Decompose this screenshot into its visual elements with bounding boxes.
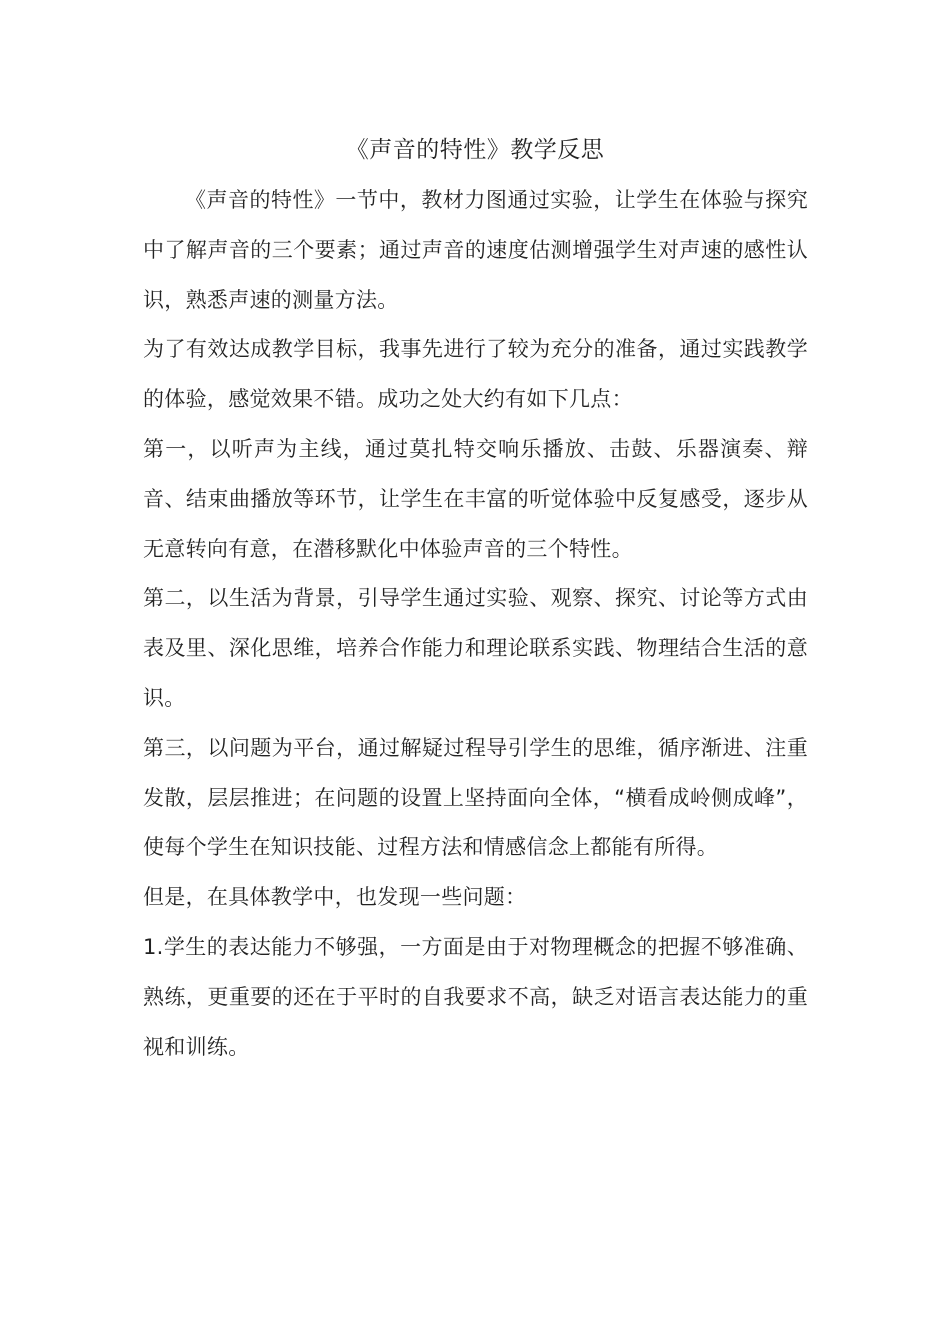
paragraph-problems-intro: 但是，在具体教学中，也发现一些问题： <box>143 885 527 910</box>
paragraph-problem-one: 1.学生的表达能力不够强，一方面是由于对物理概念的把握不够准确、熟练，更重要的还在于平时的自我要求不高，缺乏对语言表达能力的重视和训练。 <box>143 934 808 1059</box>
paragraph-point-one: 第一，以听声为主线，通过莫扎特交响乐播放、击鼓、乐器演奏、辩音、结束曲播放等环节，让学生在丰富的听觉体验中反复感受，逐步从无意转向有意，在潜移默化中体验声音的三个特性。 <box>143 436 808 561</box>
paragraph-preparation: 为了有效达成教学目标，我事先进行了较为充分的准备，通过实践教学的体验，感觉效果不错。成功之处大约有如下几点： <box>143 337 808 412</box>
document-title: 《声音的特性》教学反思 <box>345 137 605 163</box>
document-body <box>143 176 808 1072</box>
paragraph-point-two: 第二，以生活为背景，引导学生通过实验、观察、探究、讨论等方式由表及里、深化思维，培养合作能力和理论联系实践、物理结合生活的意识。 <box>143 586 808 710</box>
paragraph-intro: 《声音的特性》一节中，教材力图通过实验，让学生在体验与探究中了解声音的三个要素；通过声音的速度估测增强学生对声速的感性认识，熟悉声速的测量方法。 <box>143 188 808 312</box>
paragraph-point-three: 第三，以问题为平台，通过解疑过程导引学生的思维，循序渐进、注重发散，层层推进；在问题的设置上坚持面向全体，“横看成岭侧成峰”，使每个学生在知识技能、过程方法和情感信念上都能有所得。 <box>143 735 808 860</box>
